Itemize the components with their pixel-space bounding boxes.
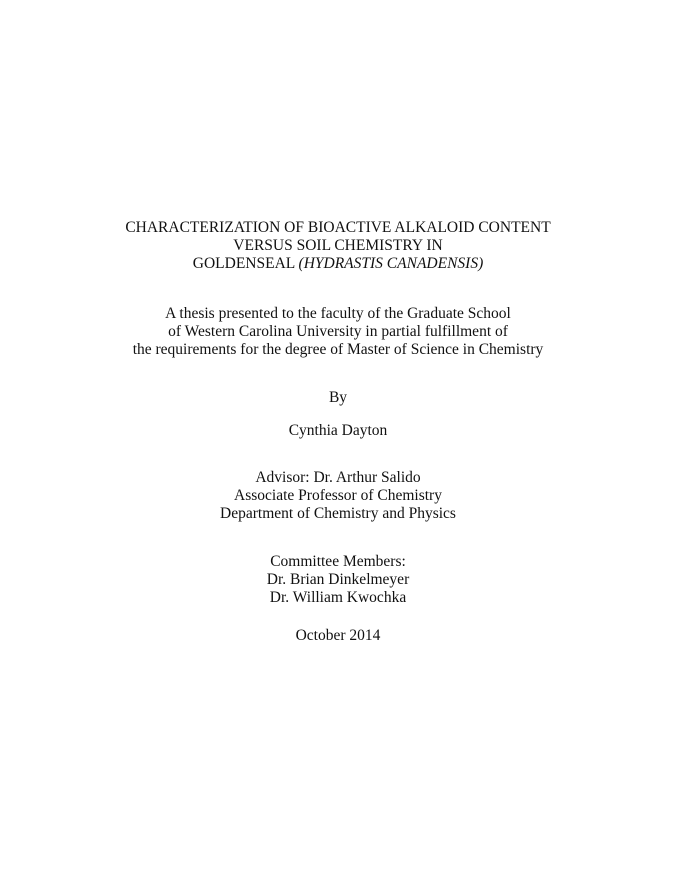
thesis-title [0,219,676,273]
title-line-3-prefix: GOLDENSEAL [192,255,299,272]
thesis-statement-line-2: of Western Carolina University in partial fulfillment of [168,323,508,340]
advisor-department: Department of Chemistry and Physics [220,505,456,522]
advisor-title: Associate Professor of Chemistry [234,487,442,504]
thesis-statement-line-1: A thesis presented to the faculty of the Graduate School [165,305,511,322]
committee-heading: Committee Members: [270,553,406,570]
title-line-1: CHARACTERIZATION OF BIOACTIVE ALKALOID CONTENT [125,219,551,236]
submission-date: October 2014 [295,627,381,644]
thesis-statement-line-3: the requirements for the degree of Master of Science in Chemistry [132,341,544,358]
advisor-info [0,469,676,523]
title-line-3 [0,255,676,273]
by-label: By [328,389,348,406]
title-line-2: VERSUS SOIL CHEMISTRY IN [233,237,443,254]
author-name: Cynthia Dayton [288,422,388,439]
committee-members [0,553,676,607]
advisor-name: Advisor: Dr. Arthur Salido [255,469,421,486]
title-species-name: (HYDRASTIS CANADENSIS) [298,255,484,272]
committee-member: Dr. William Kwochka [269,589,407,606]
thesis-statement [0,305,676,359]
committee-member: Dr. Brian Dinkelmeyer [266,571,410,588]
